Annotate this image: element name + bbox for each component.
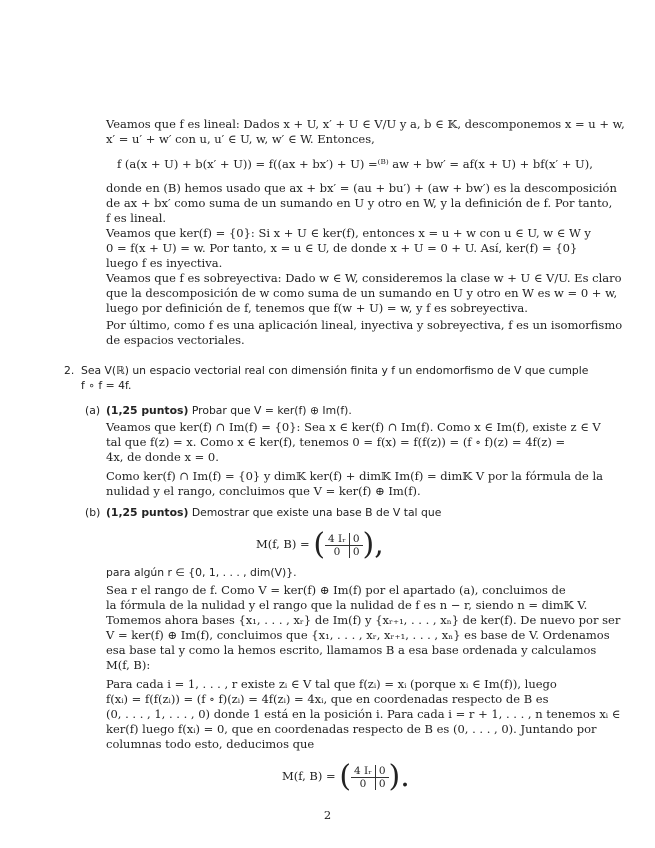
proof-line: nulidad y el rango, concluimos que V = ker(f) ⊕ Im(f). [106,484,421,498]
proof-line: V = ker(f) ⊕ Im(f), concluimos que {x₁, . . . , xᵣ, xᵣ₊₁, . . . , xₙ} es base de V. Ordenamos [106,628,610,642]
proof-line: Veamos que ker(f) ∩ Im(f) = {0}: Sea x ∈ ker(f) ∩ Im(f). Como x ∈ Im(f), existe z ∈ V [106,420,601,434]
proof-line: luego por definición de f, tenemos que f(w + U) = w, y f es sobreyectiva. [106,301,528,315]
page-number: 2 [323,808,332,822]
matrix-lhs: M(f, B) = [256,537,310,551]
matrix-cell: 0 [375,777,388,790]
block-matrix [351,765,389,790]
proof-line: tal que f(z) = x. Como x ∈ ker(f), tenemos 0 = f(x) = f(f(z)) = (f ∘ f)(z) = 4f(z) = [106,435,566,449]
linearity-equation: f (a(x + U) + b(x′ + U)) = f((ax + bx′) + U) =⁽ᴮ⁾ aw + bw′ = af(x + U) + bf(x′ + U), [117,157,593,171]
matrix-equation: M(f, B) = ( 4 Iᵣ 0 0 0 ), [256,527,384,562]
part-b-statement: Demostrar que existe una base B de V tal que [191,506,442,519]
part-a-points: (1,25 puntos) [106,404,189,417]
proof-line: M(f, B): [106,658,151,672]
matrix-cell: 0 [351,777,375,790]
proof-line: x′ = u′ + w′ con u, u′ ∈ U, w, w′ ∈ W. Entonces, [106,132,375,146]
block-matrix [325,533,363,558]
proof-line: columnas todo esto, deducimos que [106,737,315,751]
proof-line: Tomemos ahora bases {x₁, . . . , xᵣ} de Im(f) y {xᵣ₊₁, . . . , xₙ} de ker(f). De nuevo por ser [106,613,621,627]
part-a-heading [106,404,352,418]
proof-line: Por último, como f es una aplicación lineal, inyectiva y sobreyectiva, f es un isomorfismo [106,318,623,332]
problem-statement: f ∘ f = 4f. [81,379,132,392]
proof-line: donde en (B) hemos usado que ax + bx′ = (au + bu′) + (aw + bw′) es la descomposición [106,181,617,195]
proof-line: que la descomposición de w como suma de un sumando en U y otro en W es w = 0 + w, [106,286,618,300]
proof-line: f es lineal. [106,211,167,225]
part-b-label: (b) [85,506,101,519]
proof-line: luego f es inyectiva. [106,256,223,270]
matrix-cell: 4 Iᵣ [354,764,372,777]
proof-line: f(xᵢ) = f(f(zᵢ)) = (f ∘ f)(zᵢ) = 4f(zᵢ) = 4xᵢ, que en coordenadas respecto de B es [106,692,549,706]
final-matrix-equation: M(f, B) = ( 4 Iᵣ 0 0 0 ). [282,759,410,794]
problem-statement: Sea V(ℝ) un espacio vectorial real con dimensión finita y f un endomorfismo de V que cumple [81,364,589,377]
proof-line: (0, . . . , 1, . . . , 0) donde 1 está en la posición i. Para cada i = r + 1, . . . , n tenemos xᵢ ∈ [106,707,621,721]
proof-line: Veamos que f es lineal: Dados x + U, x′ + U ∈ V/U y a, b ∈ 𝕂, descomponemos x = u + w, [106,117,625,131]
condition-line: para algún r ∈ {0, 1, . . . , dim(V)}. [106,566,297,579]
proof-line: esa base tal y como la hemos escrito, llamamos B a esa base ordenada y calculamos [106,643,597,657]
matrix-cell: 0 [375,765,388,778]
proof-line: Para cada i = 1, . . . , r existe zᵢ ∈ V tal que f(zᵢ) = xᵢ (porque xᵢ ∈ Im(f)), luego [106,677,557,691]
proof-line: de ax + bx′ como suma de un sumando en U y otro en W, y la definición de f. Por tanto, [106,196,613,210]
proof-line: 4x, de donde x = 0. [106,450,219,464]
matrix-close: ). [388,759,410,794]
matrix-cell: 0 [349,533,362,546]
proof-line: Como ker(f) ∩ Im(f) = {0} y dim𝕂 ker(f) + dim𝕂 Im(f) = dim𝕂 V por la fórmula de la [106,469,604,483]
proof-line: Sea r el rango de f. Como V = ker(f) ⊕ Im(f) por el apartado (a), concluimos de [106,583,566,597]
part-a-label: (a) [85,404,101,417]
proof-line: ker(f) luego f(xᵢ) = 0, que en coordenadas respecto de B es (0, . . . , 0). Juntando por [106,722,597,736]
part-b-points: (1,25 puntos) [106,506,189,519]
proof-line: Veamos que f es sobreyectiva: Dado w ∈ W, consideremos la clase w + U ∈ V/U. Es claro [106,271,622,285]
proof-line: la fórmula de la nulidad y el rango que la nulidad de f es n − r, siendo n = dim𝕂 V. [106,598,588,612]
matrix-close: ), [362,527,384,562]
matrix-cell: 4 Iᵣ [328,532,346,545]
part-b-heading [106,506,441,520]
matrix-cell: 0 [325,545,349,558]
problem-number: 2. [64,364,75,377]
proof-line: de espacios vectoriales. [106,333,245,347]
part-a-statement: Probar que V = ker(f) ⊕ Im(f). [191,404,352,417]
proof-line: Veamos que ker(f) = {0}: Si x + U ∈ ker(f), entonces x = u + w con u ∈ U, w ∈ W y [106,226,591,240]
matrix-cell: 0 [349,545,362,558]
proof-line: 0 = f(x + U) = w. Por tanto, x = u ∈ U, de donde x + U = 0 + U. Así, ker(f) = {0} [106,241,578,255]
matrix-lhs: M(f, B) = [282,769,336,783]
